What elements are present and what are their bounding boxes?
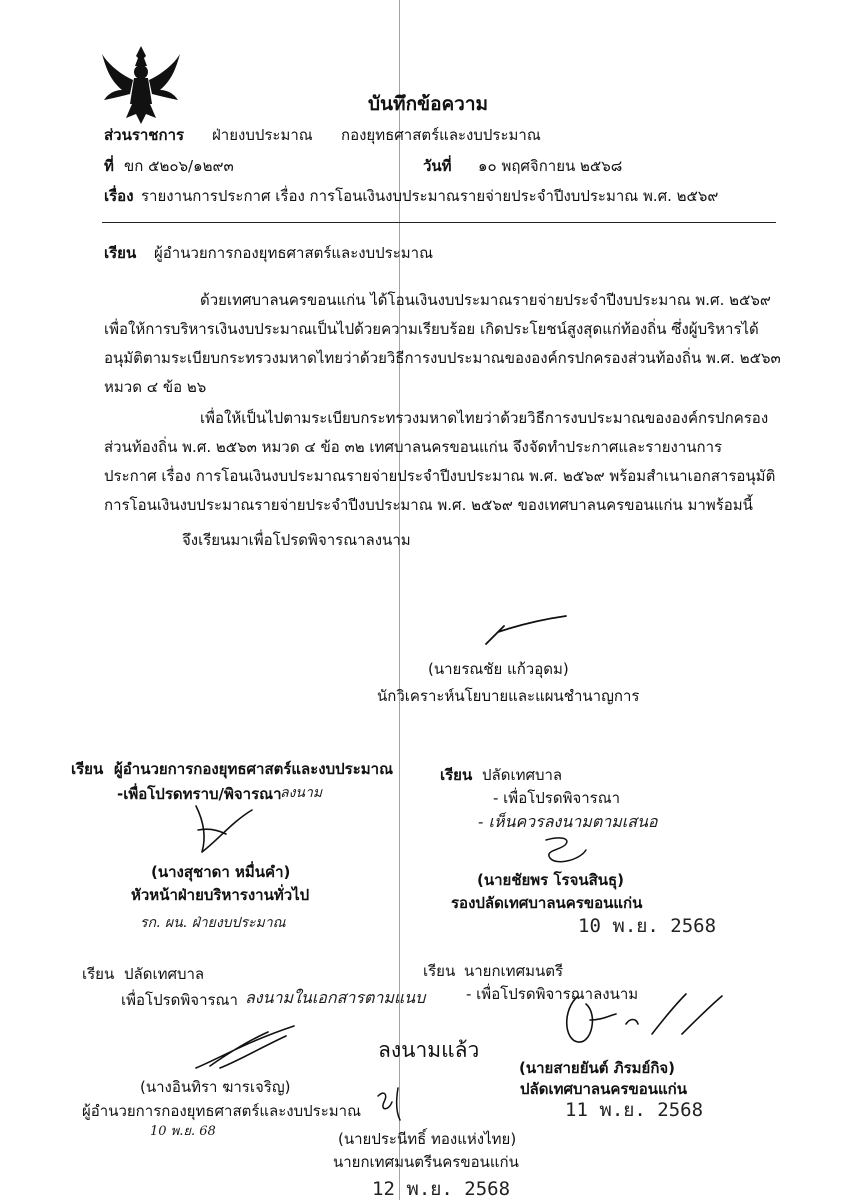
signature-1 — [480, 610, 570, 650]
note-left1-handwritten-note: รก. ผน. ฝ่ายงบประมาณ — [140, 915, 286, 931]
body-line: การโอนเงินงบประมาณรายจ่ายประจำปีงบประมาณ พ.ศ. ๒๕๖๙ ของเทศบาลนครขอนแก่น มาพร้อมนี้ — [104, 496, 753, 514]
final-position: นายกเทศมนตรีนครขอนแก่น — [333, 1153, 519, 1171]
note-right2-purpose: - เพื่อโปรดพิจารณาลงนาม — [466, 985, 639, 1003]
note-right2-position: ปลัดเทศบาลนครขอนแก่น — [520, 1080, 687, 1098]
note-left2-handwritten-date: 10 พ.ย. 68 — [150, 1124, 216, 1139]
org-label: ส่วนราชการ — [104, 126, 185, 144]
subject-value: รายงานการประกาศ เรื่อง การโอนเงินงบประมาณรายจ่ายประจำปีงบประมาณ พ.ศ. ๒๕๖๙ — [141, 187, 719, 205]
signature-saiyan — [556, 990, 726, 1048]
note-left1-position: หัวหน้าฝ่ายบริหารงานทั่วไป — [131, 886, 310, 904]
header-divider — [102, 222, 776, 223]
note-left1-to: ผู้อำนวยการกองยุทธศาสตร์และงบประมาณ — [114, 760, 394, 778]
final-stamp-date: 12 พ.ย. 2568 — [372, 1178, 511, 1200]
date-value: ๑๐ พฤศจิกายน ๒๕๖๘ — [478, 157, 623, 175]
final-name: (นายประนีทธิ์ ทองแห่งไทย) — [338, 1130, 517, 1148]
body-line: เพื่อให้เป็นไปตามระเบียบกระทรวงมหาดไทยว่าด้วยวิธีการงบประมาณขององค์กรปกครอง — [200, 409, 769, 427]
note-left2-name: (นางอินทิรา ฆารเจริญ) — [140, 1078, 291, 1096]
note-right1-position: รองปลัดเทศบาลนครขอนแก่น — [451, 894, 643, 912]
body-line: ส่วนท้องถิ่น พ.ศ. ๒๕๖๓ หมวด ๔ ข้อ ๓๒ เทศบาลนครขอนแก่น จึงจัดทำประกาศและรายงานการ — [104, 438, 723, 456]
signature-mayor — [370, 1082, 410, 1122]
org-unit: ฝ่ายงบประมาณ — [212, 126, 313, 144]
closing-line: จึงเรียนมาเพื่อโปรดพิจารณาลงนาม — [182, 531, 411, 549]
garuda-emblem — [100, 44, 182, 126]
memo-title: บันทึกข้อความ — [368, 93, 489, 115]
note-right1-name: (นายชัยพร โรจนสินธุ) — [477, 871, 625, 889]
signed-stamp: ลงนามแล้ว — [378, 1038, 480, 1062]
body-line: ด้วยเทศบาลนครขอนแก่น ได้โอนเงินงบประมาณรายจ่ายประจำปีงบประมาณ พ.ศ. ๒๕๖๙ — [200, 291, 771, 309]
subject-label: เรื่อง — [104, 187, 134, 205]
note-left2-position: ผู้อำนวยการกองยุทธศาสตร์และงบประมาณ — [82, 1102, 362, 1120]
salutation-to: ผู้อำนวยการกองยุทธศาสตร์และงบประมาณ — [154, 244, 434, 262]
note-left2-label: เรียน — [82, 965, 115, 983]
signer1-position: นักวิเคราะห์นโยบายและแผนชำนาญการ — [377, 687, 640, 705]
ref-value: ขก ๕๒๐๖/๑๒๙๓ — [124, 157, 234, 175]
body-line: เพื่อให้การบริหารเงินงบประมาณเป็นไปด้วยความเรียบร้อย เกิดประโยชน์สูงสุดแก่ท้องถิ่น ซึ่งผู้บริหารได้ — [104, 320, 759, 338]
body-paragraph-2 — [104, 404, 775, 520]
note-right1-label: เรียน — [440, 766, 473, 784]
org-division: กองยุทธศาสตร์และงบประมาณ — [341, 126, 541, 144]
ref-label: ที่ — [104, 157, 114, 175]
body-line: หมวด ๔ ข้อ ๒๖ — [104, 378, 207, 396]
date-label: วันที่ — [423, 157, 452, 175]
note-left1-purpose: -เพื่อโปรดทราบ/พิจารณา — [117, 785, 282, 803]
note-left1-label: เรียน — [71, 760, 104, 778]
note-right1-purpose: - เพื่อโปรดพิจารณา — [493, 789, 621, 807]
signature-chaiporn — [536, 830, 596, 870]
note-left2-handwritten: ลงนามในเอกสารตามแนบ — [245, 988, 426, 1007]
note-right2-to: นายกเทศมนตรี — [464, 962, 564, 980]
note-right1-handwritten: - เห็นควรลงนามตามเสนอ — [478, 812, 658, 831]
signature-intira — [190, 1022, 300, 1074]
fold-line — [399, 0, 400, 1200]
note-left1-handwritten: ลงนาม — [280, 785, 323, 801]
body-line: ประกาศ เรื่อง การโอนเงินงบประมาณรายจ่ายประจำปีงบประมาณ พ.ศ. ๒๕๖๙ พร้อมสำเนาเอกสารอนุมัติ — [104, 467, 776, 485]
note-left2-purpose: เพื่อโปรดพิจารณา — [121, 991, 238, 1009]
note-right2-label: เรียน — [423, 962, 456, 980]
note-right1-stamp-date: 10 พ.ย. 2568 — [578, 915, 717, 937]
note-right1-to: ปลัดเทศบาล — [482, 766, 563, 784]
body-paragraph-1 — [104, 286, 781, 402]
note-left1-name: (นางสุชาดา หมื่นคำ) — [151, 863, 291, 881]
note-left2-to: ปลัดเทศบาล — [124, 965, 205, 983]
signature-suchada — [188, 800, 258, 858]
body-line: อนุมัติตามระเบียบกระทรวงมหาดไทยว่าด้วยวิธีการงบประมาณขององค์กรปกครองส่วนท้องถิ่น พ.ศ. ๒๕๖๓ — [104, 349, 781, 367]
signer1-name: (นายรณชัย แก้วอุดม) — [428, 660, 569, 678]
note-right2-stamp-date: 11 พ.ย. 2568 — [565, 1099, 704, 1121]
note-right2-name: (นายสายยันต์ ภิรมย์กิจ) — [519, 1059, 676, 1077]
salutation-label: เรียน — [104, 244, 137, 262]
